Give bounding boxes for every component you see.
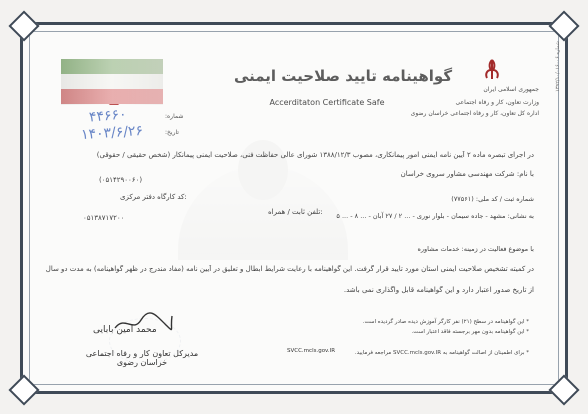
note-3: * برای اطمینان از اصالت گواهینامه به SVCC.mcls.gov.IR مراجعه فرمایید. [354,350,529,356]
certificate-date: ۱۴۰۳/۶/۲۶ [80,122,144,144]
national-code-value: (۰۵۱۴۲۹۰۰۶۰) [99,176,143,184]
signature-block [69,310,214,382]
note-2: * این گواهینامه بدون مهر برجسته فاقد اعتبار است. [411,329,529,335]
ministry-line-3: اداره کل تعاون، کار و رفاه اجتماعی خراسان رضوی [410,110,539,117]
name-label: با نام: [516,170,534,178]
body-text-line-1: در کمیته تشخیص صلاحیت ایمنی استان مورد تایید قرار گرفت. این گواهینامه با رعایت شرایط ابطال و تعلیق در آیین نامه (مفاد مندرج در ظهر گواهینامه) به مدت دو سال [45,265,534,273]
body-text-line-2: از تاریخ صدور اعتبار دارد و این گواهینامه قابل واگذاری نمی باشد. [343,286,534,294]
address-value: مشهد - جاده سیمان - بلوار نوری - ... ۲ / ۲۷ آبان - ... ۸ - ... ۵ [336,212,506,220]
number-label: شماره: [165,113,184,120]
registration-label: شماره ثبت / کد ملی: [475,195,534,203]
national-code-label: کد کارگاه دفتر مرکزی: [120,193,187,201]
phone-value: ۰۵۱۳۸۷۱۷۲۰۰ [83,214,125,222]
signatory-name: محمد امین بابایی [93,325,157,335]
registration-value: (۷۷۵۶۱) [451,195,474,203]
signatory-title: مدیرکل تعاون کار و رفاه اجتماعی خراسان رضوی [85,349,199,367]
intro-text: در اجرای تبصره ماده ۲ آیین نامه ایمنی امور پیمانکاری، مصوب ۱۳۸۸/۱۲/۳ شورای عالی حفاظت فنی، صلاحیت ایمنی پیمانکار (شخص حقیقی / حقوقی) [96,151,534,159]
verification-link[interactable]: SVCC.mcls.gov.IR [287,348,336,354]
activity-value: خدمات مشاوره [417,245,460,253]
activity-row [34,245,534,253]
corner-ornament [548,374,579,405]
corner-ornament [8,10,39,41]
phone-label: تلفن ثابت / همراه: [268,208,323,216]
corner-ornament [548,10,579,41]
address-label: به نشانی: [507,212,534,220]
national-emblem-icon [479,57,505,83]
corner-ornament [8,374,39,405]
ministry-line-1: جمهوری اسلامی ایران [483,86,539,93]
note-1: * این گواهینامه در سطح (۲۱) نفر کارگر آموزش دیده صادر گردیده است. [362,319,529,325]
flag-shading [61,59,163,105]
registration-row [34,195,534,203]
activity-label: با موضوع فعالیت در زمینه: [461,245,534,253]
certificate-number: ۴۴۶۶۰ [88,106,128,126]
certificate-title-persian: گواهینامه تایید صلاحیت ایمنی [233,67,453,85]
ministry-line-2: وزارت تعاون، کار و رفاه اجتماعی [455,99,539,106]
certificate-frame [20,22,568,394]
name-value: شرکت مهندسی مشاور سروی خراسان [400,170,515,178]
certificate-title-english: Accerditaton Certificate Safe [269,98,385,107]
side-serial-text: شماره ۱۳۹۲/۱۰/۰۱۶۰۰۶ [555,41,561,92]
date-label: تاریخ: [165,129,179,136]
iran-flag-icon [61,59,163,105]
